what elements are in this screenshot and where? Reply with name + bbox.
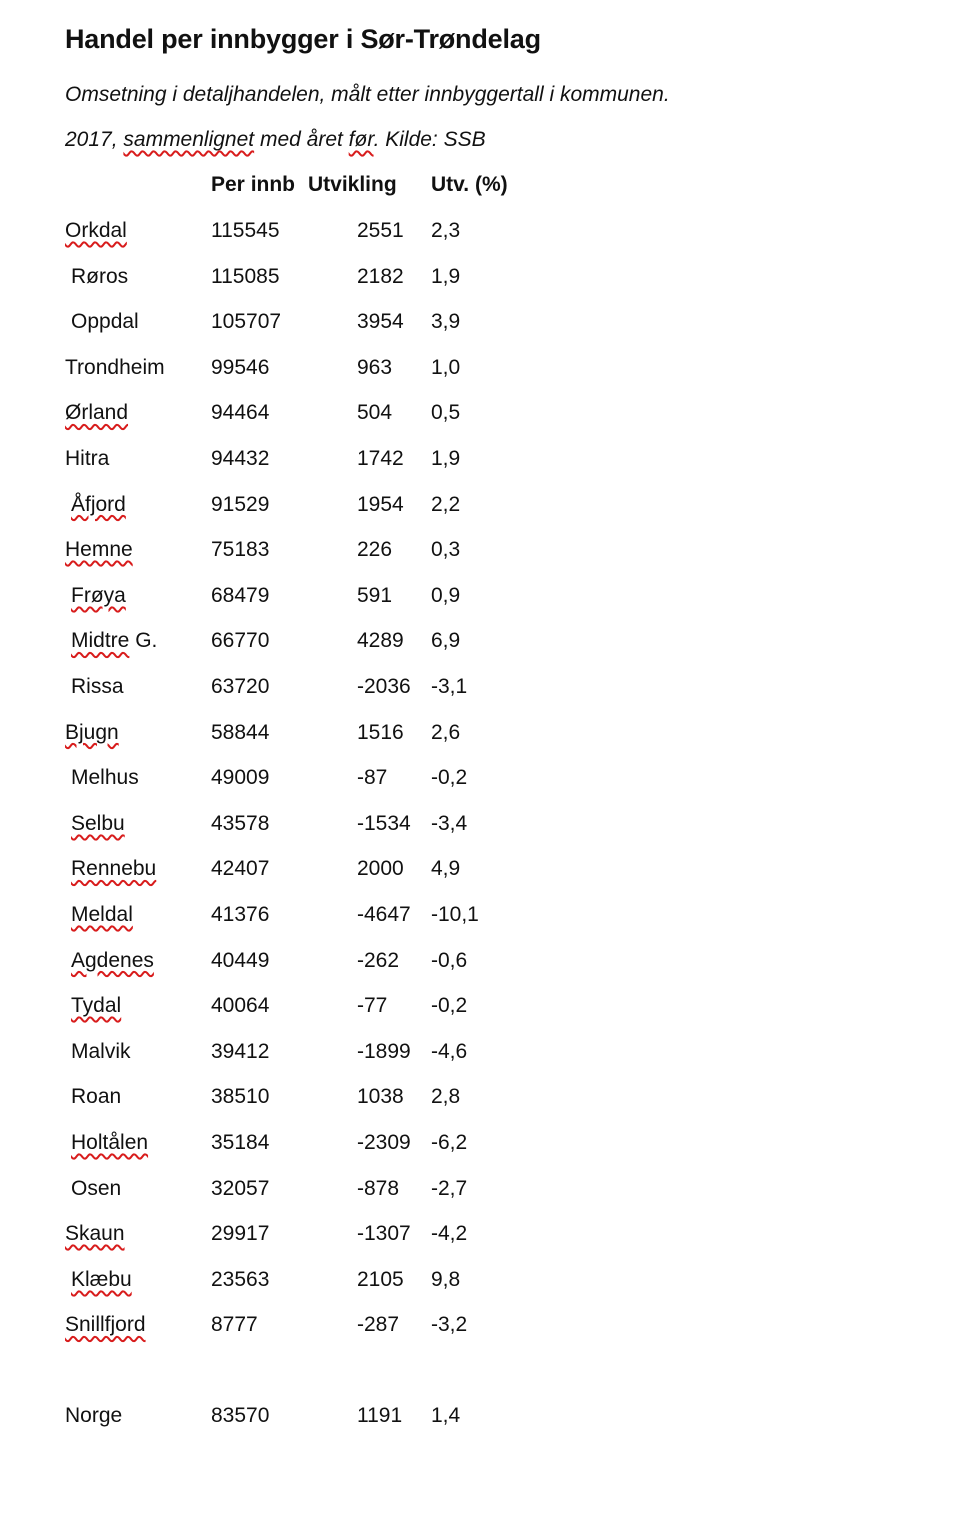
municipality-name — [71, 857, 156, 881]
utvikling-value: -2309 — [357, 1131, 411, 1154]
municipality-name-text: Hemne — [65, 538, 133, 562]
municipality-name-text: Snillfjord — [65, 1313, 146, 1337]
utvikling-value: 2182 — [357, 264, 404, 288]
subtitle-part-flagged: sammenlignet — [123, 128, 255, 151]
utv-pct-value: -4,6 — [431, 1039, 468, 1063]
utvikling-value: 1742 — [357, 447, 404, 470]
utvikling-value: -878 — [357, 1176, 400, 1200]
per-innb-value: 40064 — [211, 994, 270, 1018]
utv-pct-value: 0,5 — [431, 401, 461, 425]
municipality-name-text: Bjugn — [65, 720, 119, 744]
utvikling-value: 504 — [357, 401, 393, 425]
utvikling-value: 2551 — [357, 219, 404, 242]
municipality-name — [71, 812, 125, 836]
municipality-name — [71, 1040, 131, 1064]
utvikling-value: 3954 — [357, 310, 404, 334]
municipality-name-text: Agdenes — [71, 948, 154, 972]
municipality-name-text: Selbu — [71, 811, 125, 835]
municipality-name — [71, 265, 128, 289]
municipality-name — [71, 584, 126, 608]
utvikling-value: -4647 — [357, 903, 411, 926]
utv-pct-value: -10,1 — [431, 903, 479, 926]
utv-pct-value: 1,9 — [431, 447, 461, 470]
per-innb-value: 94464 — [211, 401, 270, 425]
per-innb-value: 94432 — [211, 447, 270, 470]
municipality-name-text: Tydal — [71, 994, 122, 1018]
per-innb-value: 8777 — [211, 1313, 258, 1337]
per-innb-value: 115545 — [211, 219, 280, 242]
municipality-name — [71, 1085, 121, 1109]
per-innb-value: 68479 — [211, 583, 270, 607]
municipality-name — [71, 903, 133, 927]
municipality-name-text: Meldal — [71, 903, 133, 926]
total-utv-pct: 1,4 — [431, 1404, 461, 1427]
utv-pct-value: 9,8 — [431, 1267, 461, 1291]
municipality-name — [65, 1313, 146, 1337]
per-innb-value: 42407 — [211, 857, 270, 881]
municipality-name-text: Holtålen — [71, 1131, 149, 1154]
utvikling-value: -87 — [357, 766, 388, 790]
municipality-name — [71, 1131, 148, 1155]
municipality-name — [65, 447, 109, 471]
per-innb-value: 58844 — [211, 720, 270, 744]
municipality-name-text: Klæbu — [71, 1267, 132, 1291]
municipality-name — [71, 675, 124, 699]
total-per-innb: 83570 — [211, 1404, 270, 1427]
utv-pct-value: 2,2 — [431, 492, 461, 516]
utv-pct-value: -2,7 — [431, 1176, 468, 1200]
per-innb-value: 43578 — [211, 811, 270, 835]
column-header-per-innb: Per innb — [211, 173, 296, 196]
utv-pct-value: 2,8 — [431, 1085, 461, 1109]
per-innb-value: 35184 — [211, 1131, 270, 1154]
utvikling-value: 1038 — [357, 1085, 404, 1109]
utvikling-value: 226 — [357, 538, 393, 562]
utvikling-value: 963 — [357, 355, 393, 379]
per-innb-value: 91529 — [211, 492, 270, 516]
municipality-name-text: Melhus — [71, 766, 139, 790]
municipality-name-text: Orkdal — [65, 219, 127, 242]
utv-pct-value: 2,6 — [431, 720, 461, 744]
per-innb-value: 39412 — [211, 1039, 270, 1063]
per-innb-value: 23563 — [211, 1267, 270, 1291]
municipality-name — [71, 310, 139, 334]
municipality-name-text: Hitra — [65, 447, 110, 470]
municipality-name-text: Frøya — [71, 583, 126, 607]
utv-pct-value: 2,3 — [431, 219, 461, 242]
per-innb-value: 49009 — [211, 766, 270, 790]
per-innb-value: 75183 — [211, 538, 270, 562]
per-innb-value: 63720 — [211, 675, 270, 698]
per-innb-value: 115085 — [211, 264, 280, 288]
column-header-utv-pct: Utv. (%) — [431, 173, 508, 196]
municipality-name — [71, 1177, 121, 1201]
municipality-name — [71, 949, 154, 973]
utv-pct-value: 0,9 — [431, 583, 461, 607]
municipality-name-text: Ørland — [65, 401, 129, 425]
subtitle-part: 2017, — [65, 128, 124, 151]
municipality-name-text: Skaun — [65, 1222, 125, 1246]
municipality-name — [65, 1222, 125, 1246]
per-innb-value: 41376 — [211, 903, 270, 926]
municipality-name — [65, 356, 165, 380]
per-innb-value: 32057 — [211, 1176, 270, 1200]
municipality-name-text: Malvik — [71, 1039, 131, 1063]
utvikling-value: 2000 — [357, 857, 404, 881]
per-innb-value: 66770 — [211, 629, 270, 653]
subtitle-description: Omsetning i detaljhandelen, målt etter innbyggertall i kommunen. — [65, 83, 670, 106]
municipality-name-flagged: Midtre — [71, 629, 130, 653]
utv-pct-value: -0,6 — [431, 948, 468, 972]
utv-pct-value: -3,2 — [431, 1313, 468, 1337]
municipality-name — [65, 219, 127, 243]
utv-pct-value: 0,3 — [431, 538, 461, 562]
utv-pct-value: -0,2 — [431, 994, 468, 1018]
municipality-name — [65, 538, 133, 562]
total-utvikling: 1191 — [357, 1404, 403, 1427]
municipality-name — [71, 1268, 132, 1292]
municipality-name — [65, 401, 128, 425]
municipality-name-rest: G. — [129, 629, 158, 653]
utv-pct-value: -3,1 — [431, 675, 468, 698]
utv-pct-value: 3,9 — [431, 310, 461, 334]
municipality-name — [71, 493, 126, 517]
subtitle-part: med året — [254, 128, 349, 151]
utv-pct-value: 4,9 — [431, 857, 461, 881]
subtitle-source — [65, 128, 486, 152]
per-innb-value: 38510 — [211, 1085, 270, 1109]
per-innb-value: 40449 — [211, 948, 270, 972]
utv-pct-value: 1,9 — [431, 264, 461, 288]
total-name: Norge — [65, 1404, 123, 1427]
utvikling-value: -1899 — [357, 1039, 411, 1063]
municipality-name-text: Oppdal — [71, 310, 139, 334]
utv-pct-value: -0,2 — [431, 766, 468, 790]
municipality-name-text: Roan — [71, 1085, 122, 1109]
per-innb-value: 99546 — [211, 355, 270, 379]
utvikling-value: -262 — [357, 948, 400, 972]
subtitle-part: . Kilde: SSB — [373, 128, 486, 151]
municipality-name — [71, 994, 121, 1018]
utvikling-value: 2105 — [357, 1267, 404, 1291]
utvikling-value: -77 — [357, 994, 388, 1018]
municipality-name-text: Trondheim — [65, 355, 165, 379]
municipality-name-text: Rissa — [71, 675, 124, 698]
municipality-name — [65, 721, 119, 745]
municipality-name-text: Røros — [71, 264, 129, 288]
utvikling-value: 591 — [357, 583, 393, 607]
utvikling-value: 1954 — [357, 492, 404, 516]
municipality-name-text: Åfjord — [71, 492, 126, 516]
municipality-name — [71, 766, 139, 790]
utv-pct-value: -4,2 — [431, 1222, 468, 1246]
utvikling-value: -1307 — [357, 1222, 411, 1246]
utv-pct-value: 6,9 — [431, 629, 461, 653]
utvikling-value: -287 — [357, 1313, 400, 1337]
per-innb-value: 29917 — [211, 1222, 270, 1246]
page-title: Handel per innbygger i Sør-Trøndelag — [65, 24, 541, 54]
municipality-name-text: Osen — [71, 1176, 122, 1200]
utvikling-value: 4289 — [357, 629, 404, 653]
utvikling-value: -1534 — [357, 811, 411, 835]
utvikling-value: 1516 — [357, 720, 404, 744]
subtitle-part-flagged: før — [348, 128, 374, 151]
utv-pct-value: 1,0 — [431, 355, 461, 379]
utv-pct-value: -6,2 — [431, 1131, 468, 1154]
municipality-name-text: Rennebu — [71, 857, 157, 881]
municipality-name — [71, 629, 157, 653]
per-innb-value: 105707 — [211, 310, 282, 334]
utv-pct-value: -3,4 — [431, 811, 468, 835]
column-header-utvikling: Utvikling — [308, 173, 397, 196]
utvikling-value: -2036 — [357, 675, 411, 698]
